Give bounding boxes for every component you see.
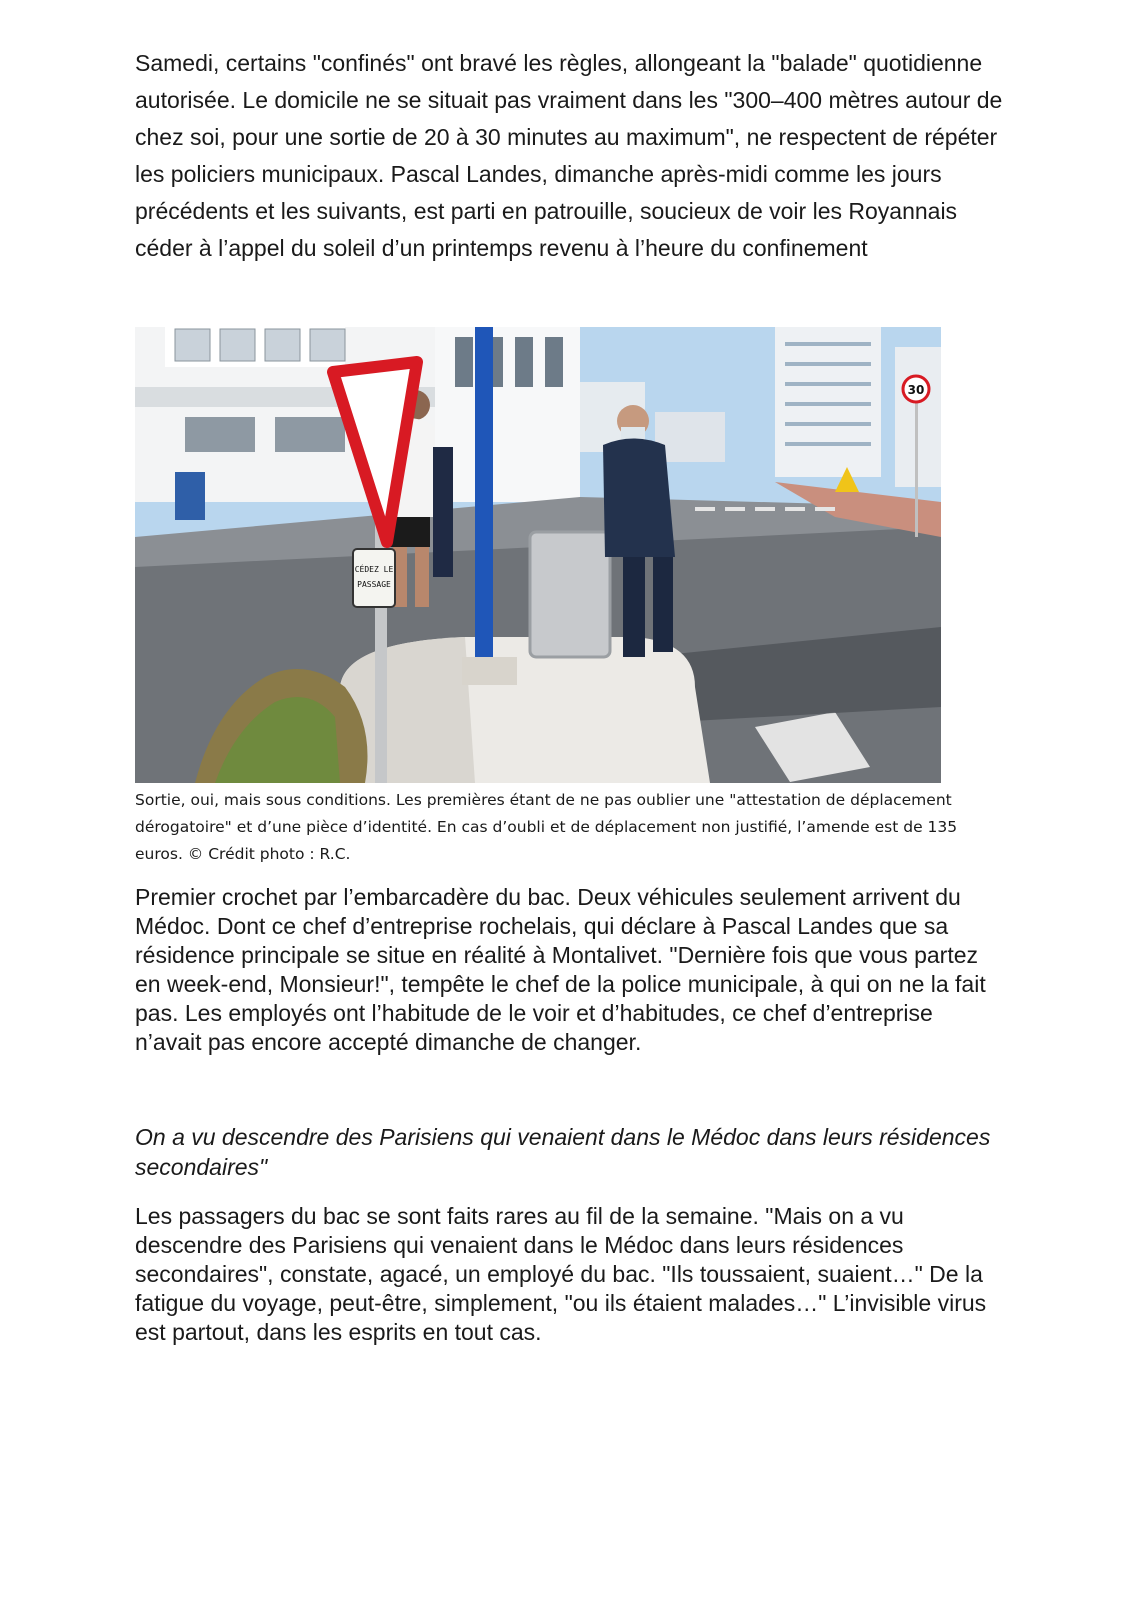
- svg-text:CÉDEZ LE: CÉDEZ LE: [354, 565, 394, 574]
- paragraph-intro: Samedi, certains "confinés" ont bravé les règles, allongeant la "balade" quotidienne autorisée. Le domicile ne se situait pas vraiment dans les "300–400 mètres autour de chez soi, pour une sortie de 20 à 30 minutes au maximum", ne respectent de répéter les policiers municipaux. Pascal Landes, dimanche après-midi comme les jours précédents et les suivants, est parti en patrouille, soucieux de voir les Royannais céder à l’appel du soleil d’un printemps revenu à l’heure du confinement: [135, 50, 1003, 261]
- svg-text:PASSAGE: PASSAGE: [357, 580, 391, 589]
- subheading-quote: On a vu descendre des Parisiens qui venaient dans le Médoc dans leurs résidences secondaires": [135, 1124, 991, 1180]
- paragraph-ferry: Premier crochet par l’embarcadère du bac. Deux véhicules seulement arrivent du Médoc. Dont ce chef d’entreprise rochelais, qui déclare à Pascal Landes que sa résidence principale se situe en réalité à Montalivet. "Dernière fois que vous partez en week-end, Monsieur!", tempête le chef de la police municipale, à qui on ne la fait pas. Les employés ont l’habitude de le voir et d’habitudes, ce chef d’entreprise n’avait pas encore accepté dimanche de changer.: [135, 884, 986, 1055]
- svg-text:30: 30: [907, 383, 925, 397]
- paragraph-passengers: Les passagers du bac se sont faits rares au fil de la semaine. "Mais on a vu descendre des Parisiens qui venaient dans le Médoc dans leurs résidences secondaires", constate, agacé, un employé du bac. "Ils toussaient, suaient…" De la fatigue du voyage, peut-être, simplement, "ou ils étaient malades…" L’invisible virus est partout, dans les esprits en tout cas.: [135, 1203, 987, 1345]
- photo-caption: Sortie, oui, mais sous conditions. Les premières étant de ne pas oublier une "attestation de déplacement dérogatoire" et d’une pièce d’identité. En cas d’oubli et de déplacement non justifié, l’amende est de 135 euros. © Crédit photo : R.C.: [135, 791, 958, 863]
- article-photo: [135, 327, 941, 783]
